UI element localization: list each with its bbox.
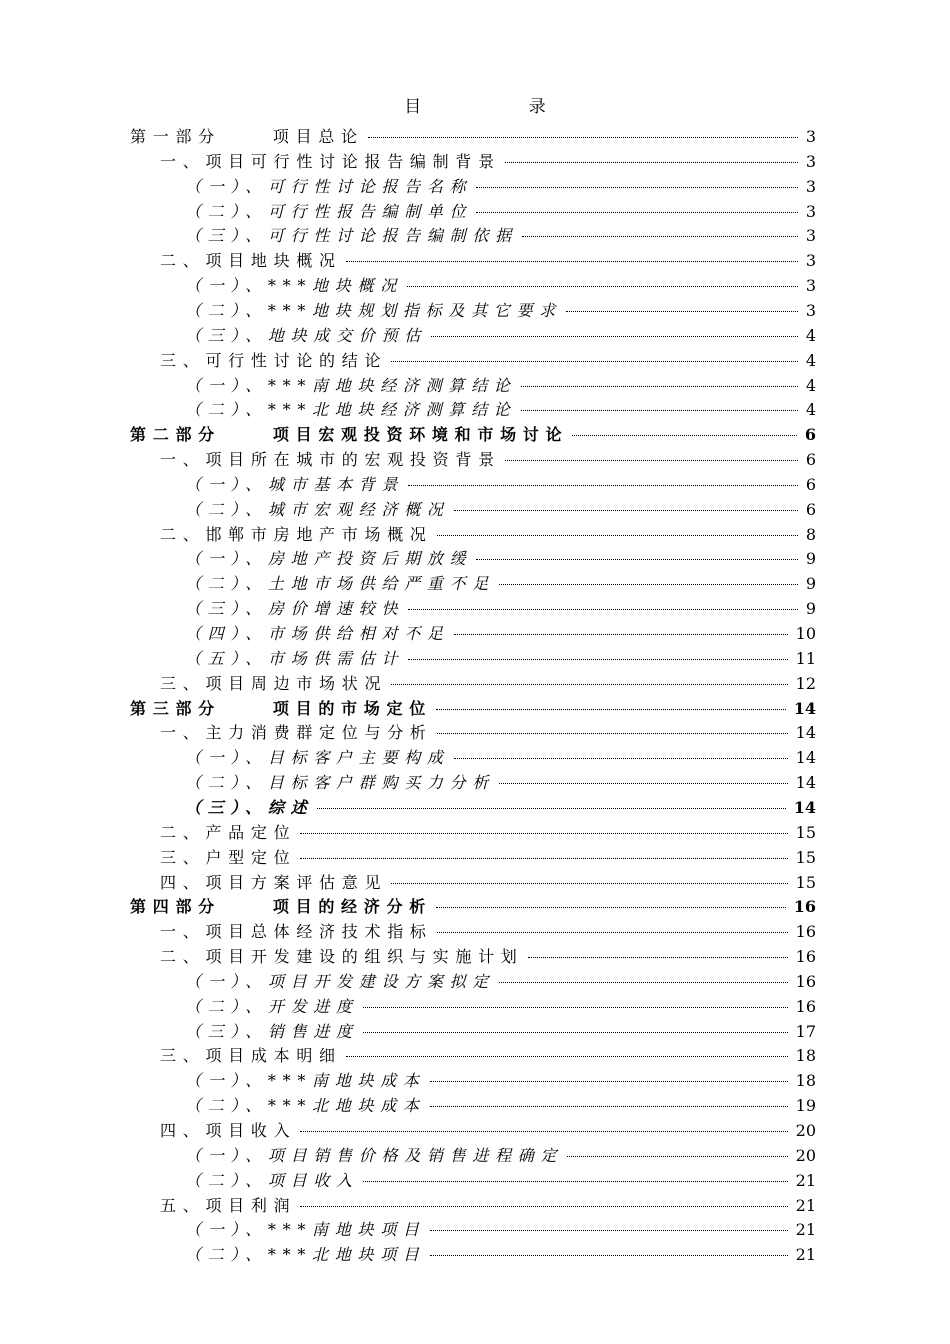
toc-entry-label: （一）、可行性讨论报告名称 [185, 176, 473, 196]
toc-entry[interactable] [130, 894, 816, 918]
dot-leader [363, 1007, 788, 1008]
toc-entry-label: 四、项目方案评估意见 [160, 872, 388, 892]
dot-leader [437, 932, 788, 933]
toc-entry-label: 三、可行性讨论的结论 [160, 350, 388, 370]
toc-entry-label: （二）、目标客户群购买力分析 [185, 773, 496, 793]
toc-entry[interactable] [185, 770, 816, 794]
toc-entry-label: （一）、***南地块项目 [185, 1220, 426, 1240]
dot-leader [476, 187, 797, 188]
toc-entry-label: （二）、***北地块经济测算结论 [185, 400, 517, 420]
toc-entry[interactable] [160, 870, 816, 894]
toc-entry-label: 四、项目收入 [160, 1121, 297, 1140]
toc-page-number: 3 [805, 201, 816, 221]
toc-entry-label: 三、项目成本明细 [160, 1046, 342, 1066]
toc-entry[interactable] [160, 944, 816, 968]
toc-page-number: 14 [795, 773, 816, 793]
dot-leader [346, 1056, 788, 1057]
toc-entry[interactable] [185, 373, 816, 397]
toc-page-number: 3 [805, 127, 816, 146]
dot-leader [505, 162, 798, 163]
dot-leader [454, 758, 788, 759]
toc-entry[interactable] [185, 646, 816, 670]
toc-entry[interactable] [185, 323, 816, 347]
dot-leader [437, 733, 788, 734]
toc-entry[interactable] [185, 472, 816, 496]
dot-leader [317, 808, 785, 809]
toc-entry-label: （三）、销售进度 [185, 1021, 359, 1041]
dot-leader [436, 907, 786, 908]
toc-entry[interactable] [130, 696, 816, 720]
dot-leader [430, 1081, 788, 1082]
toc-entry[interactable] [185, 397, 816, 421]
toc-page-number: 20 [795, 1145, 816, 1165]
toc-entry[interactable] [160, 1043, 816, 1067]
toc-entry[interactable] [185, 497, 816, 521]
dot-leader [572, 435, 797, 436]
dot-leader [363, 1181, 788, 1182]
dot-leader [300, 833, 787, 834]
toc-page-number: 18 [795, 1046, 816, 1066]
toc-entry-label: 一、项目总体经济技术指标 [160, 922, 433, 942]
toc-entry[interactable] [130, 422, 816, 446]
dot-leader [499, 783, 788, 784]
toc-entry-label: （一）、***地块概况 [185, 276, 403, 296]
dot-leader [407, 286, 798, 287]
toc-page-number: 3 [805, 300, 816, 320]
toc-entry-label: （三）、地块成交价预估 [185, 325, 427, 345]
toc-page-number: 3 [805, 151, 816, 171]
toc-entry-label: （一）、目标客户主要构成 [185, 748, 450, 768]
toc-entry[interactable] [160, 1193, 816, 1217]
dot-leader [300, 1131, 787, 1132]
toc-entry-label: 三、户型定位 [160, 847, 297, 867]
toc-page-number: 9 [805, 549, 816, 569]
toc-entry[interactable] [185, 1168, 816, 1192]
toc-entry[interactable] [185, 621, 816, 645]
toc-entry[interactable] [185, 174, 816, 198]
toc-entry[interactable] [160, 248, 816, 272]
toc-entry-label: （三）、房价增速较快 [185, 599, 405, 619]
toc-entry-label: （二）、可行性报告编制单位 [185, 201, 473, 221]
toc-page-number: 9 [805, 574, 816, 594]
toc-entry-label: 二、邯郸市房地产市场概况 [160, 524, 433, 544]
toc-entry[interactable] [185, 994, 816, 1018]
toc-page-number: 15 [795, 822, 816, 842]
dot-leader [408, 609, 798, 610]
dot-leader [528, 957, 788, 958]
toc-page-number: 6 [805, 474, 816, 494]
toc-title: 目 录 [404, 97, 597, 117]
toc-entry[interactable] [185, 546, 816, 570]
dot-leader [391, 684, 787, 685]
toc-entry-label: 一、项目可行性讨论报告编制背景 [160, 151, 501, 171]
dot-leader [499, 982, 788, 983]
toc-page-number: 14 [795, 748, 816, 768]
toc-entry-label: 第二部分 [130, 425, 221, 445]
dot-leader [521, 410, 798, 411]
toc-page-number: 11 [795, 648, 816, 668]
toc-entry-label: 一、项目所在城市的宏观投资背景 [160, 450, 501, 470]
toc-entry-label: （二）、项目收入 [185, 1170, 359, 1190]
toc-page-number: 6 [804, 425, 816, 445]
toc-entry-label: （二）、城市宏观经济概况 [185, 499, 450, 519]
toc-page-number: 3 [805, 251, 816, 271]
dot-leader [391, 883, 787, 884]
toc-page-number: 14 [793, 698, 816, 718]
toc-entry[interactable] [185, 298, 816, 322]
dot-leader [430, 1255, 788, 1256]
toc-entry[interactable] [185, 1143, 816, 1167]
dot-leader [391, 361, 798, 362]
toc-entry[interactable] [160, 1118, 816, 1142]
toc-entry[interactable] [185, 199, 816, 223]
toc-entry-label: （一）、***南地块经济测算结论 [185, 375, 517, 395]
toc-entry-title: 项目的经济分析 [272, 897, 432, 917]
toc-page-number: 6 [805, 450, 816, 470]
toc-entry-label: （二）、土地市场供给严重不足 [185, 574, 496, 594]
toc-page-number: 3 [805, 226, 816, 246]
toc-page-number: 10 [795, 624, 816, 643]
toc-entry-label: （二）、开发进度 [185, 996, 359, 1016]
toc-page-number: 21 [795, 1170, 816, 1190]
toc-entry[interactable] [185, 1019, 816, 1043]
toc-entry-label: （四）、市场供给相对不足 [185, 624, 450, 643]
toc-page-number: 16 [793, 897, 816, 917]
toc-entry-title: 项目总论 [272, 127, 364, 146]
toc-entry[interactable] [130, 124, 816, 148]
toc-entry[interactable] [185, 273, 816, 297]
toc-entry-label: （二）、***北地块项目 [185, 1245, 426, 1265]
toc-entry-label: （一）、项目销售价格及销售进程确定 [185, 1145, 564, 1165]
toc-page-number: 3 [805, 276, 816, 296]
dot-leader [431, 336, 798, 337]
toc-entry[interactable] [160, 348, 816, 372]
toc-entry[interactable] [160, 522, 816, 546]
dot-leader [521, 386, 798, 387]
toc-entry-label: 二、项目地块概况 [160, 251, 342, 271]
toc-page-number: 14 [793, 797, 816, 817]
dot-leader [408, 659, 787, 660]
toc-entry-label: 第四部分 [130, 897, 221, 917]
toc-page-number: 16 [795, 947, 816, 967]
toc-page-number: 21 [795, 1195, 816, 1215]
toc-entry[interactable] [185, 1093, 816, 1117]
toc-page-number: 21 [795, 1220, 816, 1240]
toc-page-number: 4 [805, 400, 816, 420]
toc-entry-title: 项目宏观投资环境和市场讨论 [272, 425, 569, 445]
toc-entry-label: （一）、房地产投资后期放缓 [185, 549, 473, 569]
toc-entry-label: （三）、可行性讨论报告编制依据 [185, 226, 518, 246]
toc-page-number: 18 [795, 1071, 816, 1091]
toc-entry[interactable] [185, 1217, 816, 1241]
dot-leader [408, 485, 798, 486]
toc-entry[interactable] [160, 720, 816, 744]
dot-leader [300, 1206, 787, 1207]
toc-entry[interactable] [185, 1242, 816, 1266]
toc-page-number: 16 [795, 996, 816, 1016]
toc-entry[interactable] [185, 571, 816, 595]
toc-entry[interactable] [160, 149, 816, 173]
dot-leader [567, 1156, 787, 1157]
dot-leader [430, 1106, 788, 1107]
dot-leader [368, 137, 798, 138]
dot-leader [437, 535, 798, 536]
toc-page-number: 3 [805, 176, 816, 196]
dot-leader [476, 559, 797, 560]
toc-entry-label: 三、项目周边市场状况 [160, 673, 388, 693]
toc-page-number: 16 [795, 971, 816, 991]
dot-leader [499, 584, 798, 585]
toc-entry-label: 第三部分 [130, 698, 221, 718]
dot-leader [363, 1032, 788, 1033]
dot-leader [346, 261, 798, 262]
toc-entry[interactable] [185, 596, 816, 620]
dot-leader [476, 212, 797, 213]
toc-page-number: 6 [805, 499, 816, 519]
toc-entry-label: （二）、***地块规划指标及其它要求 [185, 300, 562, 320]
toc-entry[interactable] [160, 845, 816, 869]
toc-entry[interactable] [160, 671, 816, 695]
toc-page-number: 15 [795, 872, 816, 892]
toc-page-number: 20 [795, 1121, 816, 1140]
toc-entry-label: 五、项目利润 [160, 1195, 297, 1215]
toc-entry-label: （一）、***南地块成本 [185, 1071, 426, 1091]
toc-page-number: 8 [805, 524, 816, 544]
dot-leader [436, 709, 786, 710]
dot-leader [522, 236, 798, 237]
toc-page-number: 4 [805, 350, 816, 370]
toc-entry-label: 二、产品定位 [160, 822, 297, 842]
toc-entry-label: （二）、***北地块成本 [185, 1096, 426, 1116]
toc-entry-label: （一）、项目开发建设方案拟定 [185, 971, 496, 991]
toc-entry[interactable] [185, 1068, 816, 1092]
dot-leader [300, 858, 787, 859]
toc-entry[interactable] [185, 795, 816, 819]
toc-entry-label: 二、项目开发建设的组织与实施计划 [160, 947, 524, 967]
toc-entry-label: 一、主力消费群定位与分析 [160, 723, 433, 743]
dot-leader [454, 510, 798, 511]
toc-page-number: 15 [795, 847, 816, 867]
dot-leader [566, 311, 798, 312]
toc-page-number: 9 [805, 599, 816, 619]
toc-entry[interactable] [185, 223, 816, 247]
toc-entry-label: （三）、综述 [185, 797, 314, 817]
toc-page-number: 19 [795, 1096, 816, 1116]
toc-page-number: 12 [795, 673, 816, 693]
toc-entry-label: （一）、城市基本背景 [185, 474, 405, 494]
toc-page-number: 4 [805, 375, 816, 395]
toc-entry[interactable] [160, 447, 816, 471]
toc-page-number: 17 [795, 1021, 816, 1041]
dot-leader [430, 1230, 788, 1231]
toc-page-number: 16 [795, 922, 816, 942]
toc-page-number: 21 [795, 1245, 816, 1265]
toc-entry[interactable] [160, 820, 816, 844]
toc-entry-label: （五）、市场供需估计 [185, 648, 405, 668]
toc-entry-label: 第一部分 [130, 127, 221, 146]
toc-entry-title: 项目的市场定位 [272, 698, 432, 718]
toc-page-number: 14 [795, 723, 816, 743]
dot-leader [454, 634, 788, 635]
toc-page-number: 4 [805, 325, 816, 345]
dot-leader [505, 460, 798, 461]
toc-entry[interactable] [185, 969, 816, 993]
toc-entry[interactable] [160, 919, 816, 943]
toc-entry[interactable] [185, 745, 816, 769]
